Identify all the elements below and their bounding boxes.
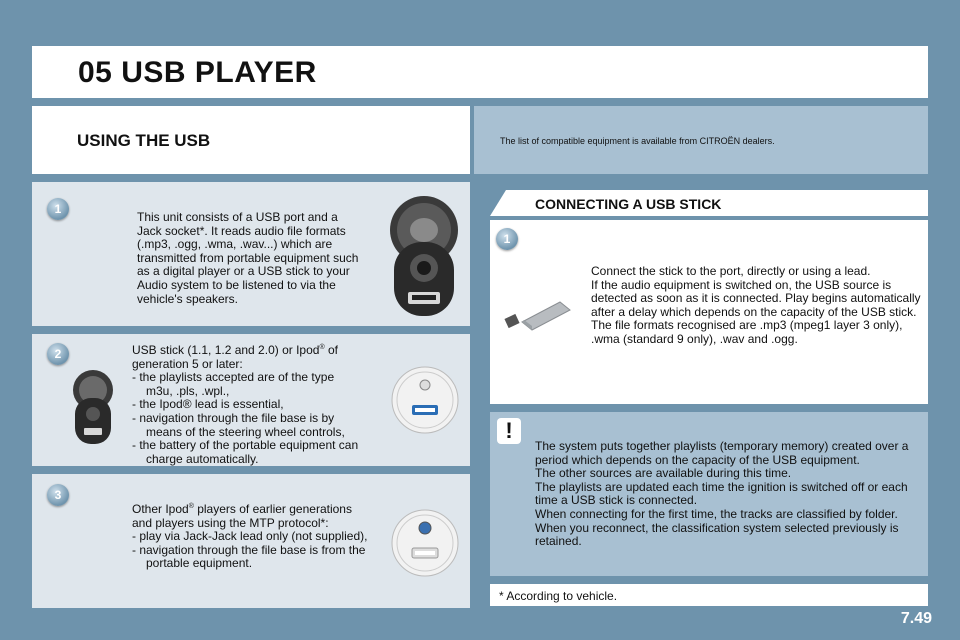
section2-intro-b: of generation 5 or later: [132,343,338,371]
section2-intro-a: USB stick (1.1, 1.2 and 2.0) or Ipod [132,343,320,357]
connect-line: Connect the stick to the port, directly or using a lead. [591,264,871,278]
warning-line: When connecting for the first time, the tracks are classified by folder. When you reconnect, the classification system selected previously is retained. [535,506,899,549]
section1-text: This unit consists of a USB port and a Jack socket*. It reads audio file formats (.mp3, .ogg, .wma, .wav...) which are transmitted from portable equipment such as a digital player or a USB stick to your Audio system to be listened to via the vehicle's speakers. [137,210,359,306]
section3-list [132,530,368,571]
registered-mark: ® [188,503,194,510]
list-item: - the battery of the portable equipment can charge automatically. [132,438,359,466]
using-heading: USING THE USB [77,131,211,150]
list-item: - the Ipod® lead is essential, [132,397,284,412]
connect-heading: CONNECTING A USB STICK [535,196,722,212]
section3-text [132,500,368,571]
section3-intro [132,500,368,530]
warning-line: The other sources are available during this time. [535,466,792,481]
section2-intro [132,341,364,371]
warning-icon: ! [497,418,521,444]
page-title: 05 USB PLAYER [78,56,317,89]
connect-line: If the audio equipment is switched on, the USB source is detected as soon as it is connected. Play begins automatically after a delay which depends on the capacity of the USB stick. [591,277,921,319]
compat-note: The list of compatible equipment is available from CITROËN dealers. [500,136,775,146]
list-item: - play via Jack-Jack lead only (not supplied), [132,529,368,544]
usb-stick-icon [502,292,574,332]
list-item: - navigation through the file base is from the portable equipment. [132,542,366,571]
warning-line: The system puts together playlists (temporary memory) created over a period which depends on the capacity of the USB equipment. [535,439,909,467]
usb-socket-cover-icon [384,192,464,324]
section2-list [132,371,364,466]
registered-mark: ® [319,344,325,351]
section3-badge: 3 [47,484,69,506]
connect-line: The file formats recognised are .mp3 (mpeg1 layer 3 only), .wma (standard 9 only), .wav and .ogg. [591,318,903,346]
connect-badge: 1 [496,228,518,250]
list-item: - the playlists accepted are of the type m3u, .pls, .wpl., [132,370,335,398]
usb-port-icon [390,508,460,578]
footnote: * According to vehicle. [499,589,618,603]
section3-intro-a: Other Ipod [132,502,189,516]
section3-intro-b: players of earlier generations and players using the MTP protocol*: [132,502,352,530]
warning-text [535,440,919,549]
page-number: 7.49 [900,610,932,627]
section2-text [132,341,364,466]
connect-text [591,265,923,347]
usb-socket-cover-icon [70,368,116,448]
section1-badge: 1 [47,198,69,220]
warning-line: The playlists are updated each time the ignition is switched off or each time a USB stick is connected. [535,479,908,508]
list-item: - navigation through the file base is by means of the steering wheel controls, [132,410,345,439]
section2-badge: 2 [47,343,69,365]
usb-port-icon [390,365,460,435]
